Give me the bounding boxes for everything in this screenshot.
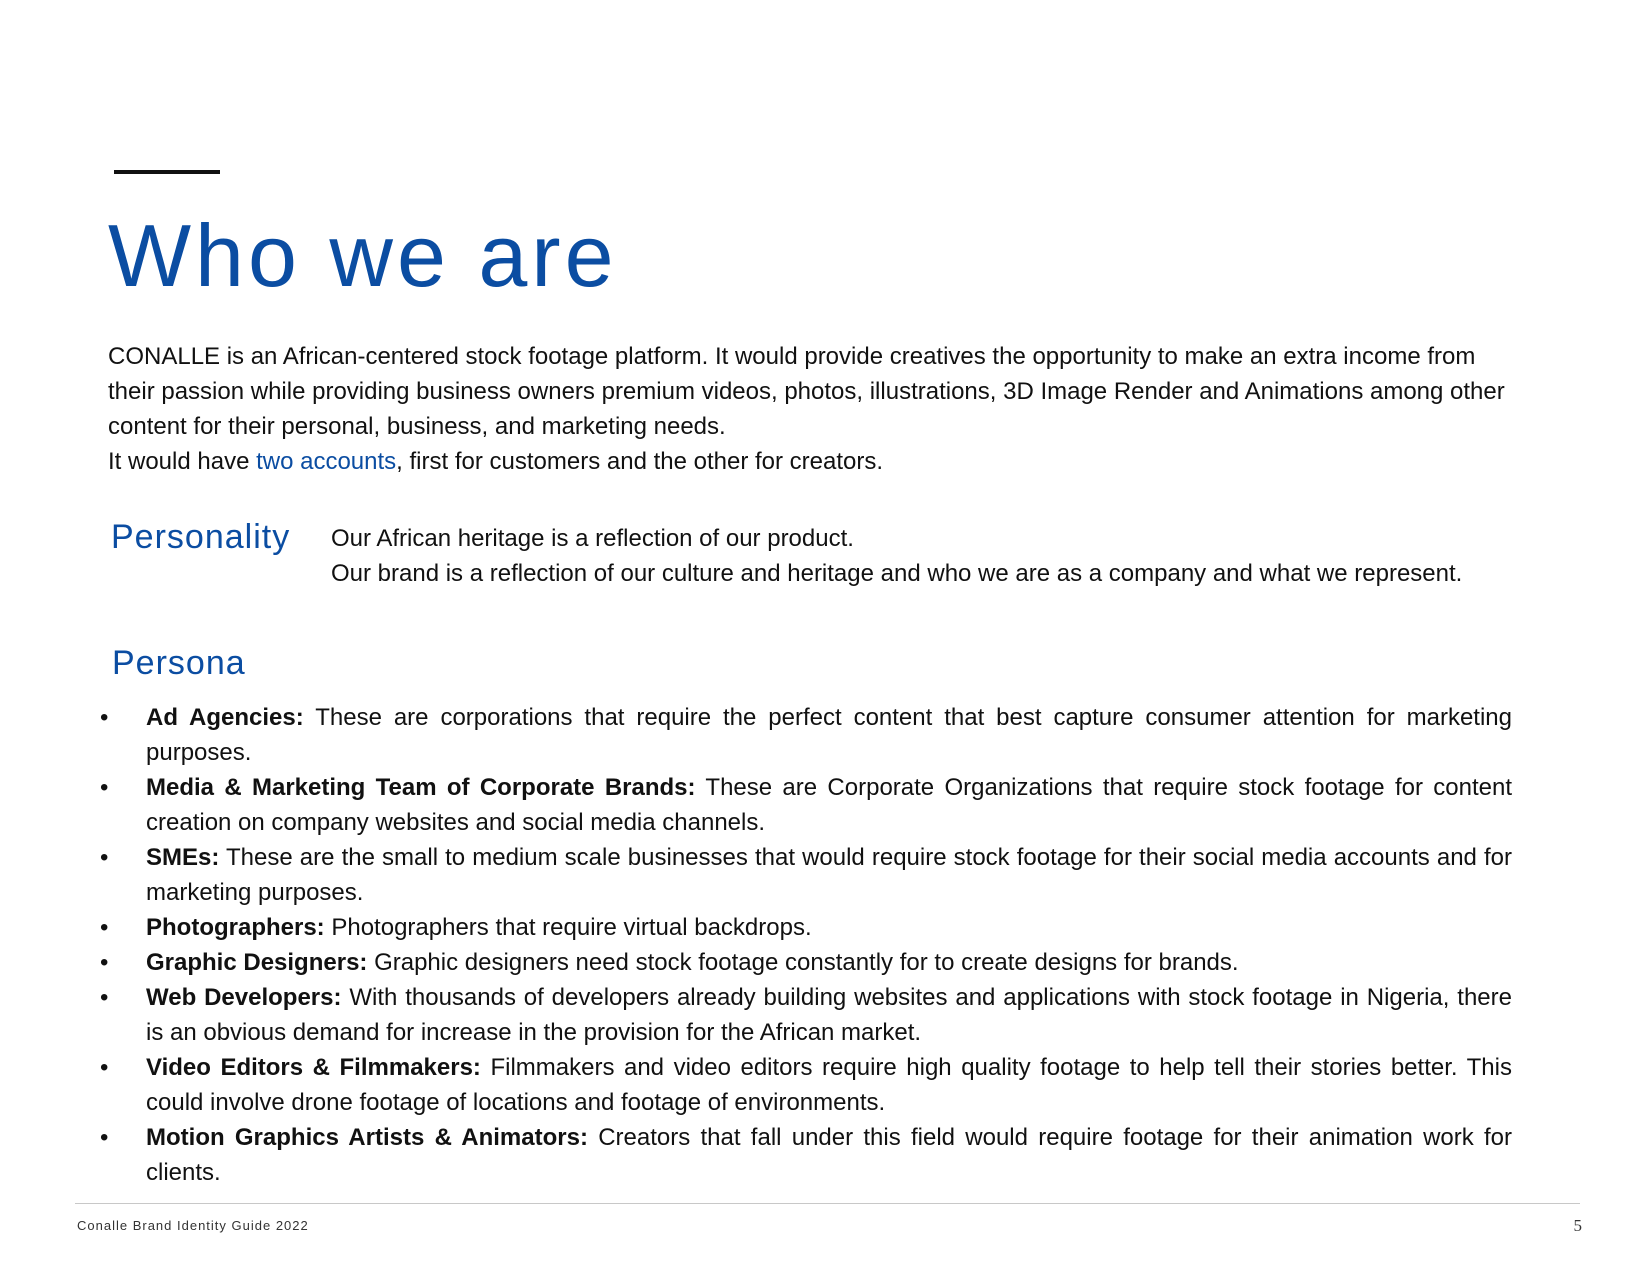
persona-term: SMEs: xyxy=(146,844,220,871)
accounts-suffix: , first for customers and the other for creators. xyxy=(396,448,884,475)
bullet-icon: • xyxy=(100,704,109,731)
persona-term: Photographers: xyxy=(146,914,325,941)
persona-item-photographers xyxy=(100,910,1512,945)
persona-description: These are the small to medium scale businesses that would require stock footage for their social media accounts and for marketing purposes. xyxy=(146,844,1512,906)
personality-line-1: Our African heritage is a reflection of our product. xyxy=(331,525,854,552)
persona-list xyxy=(100,700,1512,1190)
persona-item-ad-agencies xyxy=(100,700,1512,770)
persona-heading: Persona xyxy=(112,644,246,682)
persona-item-graphic-designers xyxy=(100,945,1512,980)
title-accent-rule xyxy=(114,170,220,174)
persona-description: With thousands of developers already building websites and applications with stock footage in Nigeria, there is an obvious demand for increase in the provision for the African market. xyxy=(146,984,1512,1046)
persona-description: Photographers that require virtual backdrops. xyxy=(324,914,812,941)
footer-text: Conalle Brand Identity Guide 2022 xyxy=(77,1218,309,1233)
persona-description: Filmmakers and video editors require high quality footage to help tell their stories better. This could involve drone footage of locations and footage of environments. xyxy=(146,1054,1512,1116)
accounts-sentence xyxy=(108,444,1528,479)
personality-line-2: Our brand is a reflection of our culture and heritage and who we are as a company and what we represent. xyxy=(331,560,1463,587)
personality-text xyxy=(331,521,1491,591)
two-accounts-link[interactable]: two accounts xyxy=(256,448,397,475)
persona-description: Creators that fall under this field would require footage for their animation work for clients. xyxy=(146,1124,1513,1186)
footer-divider xyxy=(75,1203,1580,1204)
bullet-icon: • xyxy=(100,949,109,976)
bullet-icon: • xyxy=(100,984,109,1011)
bullet-icon: • xyxy=(100,914,109,941)
personality-heading: Personality xyxy=(111,518,291,556)
persona-description: These are Corporate Organizations that require stock footage for content creation on company websites and social media channels. xyxy=(146,774,1513,836)
persona-term: Media & Marketing Team of Corporate Brands: xyxy=(146,774,696,801)
persona-term: Motion Graphics Artists & Animators: xyxy=(146,1124,588,1151)
page-title: Who we are xyxy=(108,206,618,305)
persona-term: Graphic Designers: xyxy=(146,949,368,976)
bullet-icon: • xyxy=(100,1054,109,1081)
persona-description: These are corporations that require the perfect content that best capture consumer attention for marketing purposes. xyxy=(146,704,1512,766)
accounts-prefix: It would have xyxy=(108,448,257,475)
bullet-icon: • xyxy=(100,1124,109,1151)
persona-item-smes xyxy=(100,840,1512,910)
persona-item-motion-graphics xyxy=(100,1120,1512,1190)
persona-item-web-developers xyxy=(100,980,1512,1050)
persona-term: Web Developers: xyxy=(146,984,342,1011)
bullet-icon: • xyxy=(100,774,109,801)
persona-description: Graphic designers need stock footage constantly for to create designs for brands. xyxy=(367,949,1239,976)
page-number: 5 xyxy=(1573,1216,1582,1235)
bullet-icon: • xyxy=(100,844,109,871)
persona-item-video-editors xyxy=(100,1050,1512,1120)
persona-item-media-marketing xyxy=(100,770,1512,840)
persona-term: Ad Agencies: xyxy=(146,704,304,731)
intro-paragraph: CONALLE is an African-centered stock footage platform. It would provide creatives the opportunity to make an extra income from their passion while providing business owners premium videos, photos, illustrations, 3D Image Render and Animations among other content for their personal, business, and marketing needs. xyxy=(108,343,1505,440)
persona-term: Video Editors & Filmmakers: xyxy=(146,1054,481,1081)
intro-section xyxy=(108,339,1528,479)
